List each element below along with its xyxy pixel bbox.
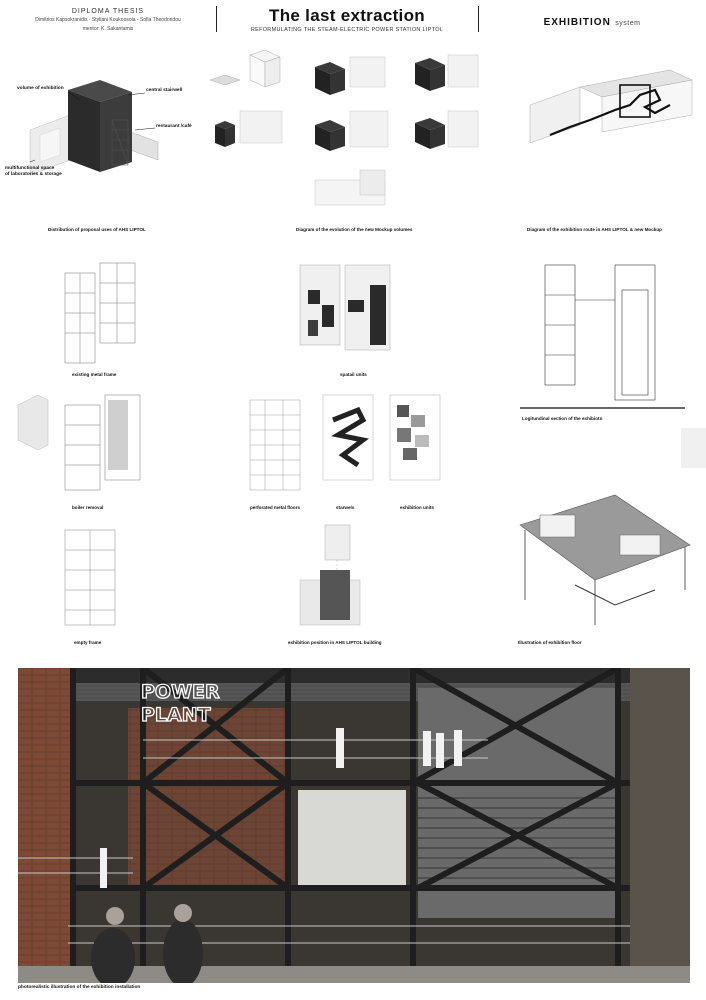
label-multi-2: of laboratories & storage xyxy=(5,172,62,177)
step-5 xyxy=(315,111,388,151)
longitudinal-section xyxy=(520,260,690,410)
neon-sign-line2: PLANT xyxy=(141,704,211,726)
page-subtitle: REFORMULATING THE STEAM-ELECTRIC POWER STATION LIPTOL xyxy=(250,27,444,33)
header-title-block xyxy=(216,6,478,33)
exhibition-position-drawing xyxy=(280,520,380,630)
caption-section: Logitundinal section of the exhibiotn xyxy=(522,416,603,421)
label-cafe: restaurant /café xyxy=(156,124,192,129)
caption-empty-frame: empty frame xyxy=(74,640,102,645)
caption-route: Diagram of the exhibition route in AHS LIPTOL & new Mockup xyxy=(527,227,662,232)
spatial-units-drawing xyxy=(290,260,400,360)
header-section-block xyxy=(478,12,706,30)
exhibition-floor-illustration xyxy=(515,485,695,630)
right-concrete-wall xyxy=(630,668,690,983)
caption-stairs: starwels xyxy=(336,505,355,510)
caption-render: photorealistic illustration of the exhibition installation xyxy=(18,985,141,990)
exhibition-route-diagram xyxy=(520,65,700,160)
page-title: The last extraction xyxy=(269,6,425,25)
caption-position: exhibition position in AHS LIPTOL building xyxy=(288,640,382,645)
caption-spatial-units: spatail units xyxy=(340,372,367,377)
thesis-label: DIPLOMA THESIS xyxy=(71,8,145,15)
authors-text: Dimitrios Kapsokranidis - Styliani Koukoosola - Sofia Theodoridou xyxy=(35,17,181,23)
evolution-diagrams xyxy=(200,45,480,220)
mentor-text: mentor: K. Sakantamis xyxy=(82,26,134,32)
label-stairwell: central stairwell xyxy=(146,88,183,93)
neon-sign-line1: POWER xyxy=(141,681,220,703)
step-3 xyxy=(415,55,478,91)
frosted-glass-box xyxy=(298,790,406,885)
step-6 xyxy=(415,111,478,149)
caption-evolution: Diagram of the evolution of the new Mockup volumes xyxy=(296,227,413,232)
exhibition-units-drawing xyxy=(385,390,445,490)
caption-floor-illustration: Illustration of exhibition floor xyxy=(518,640,582,645)
label-multi-1: multifunctional space xyxy=(5,166,55,171)
exhibition-render xyxy=(18,668,690,983)
boiler-removal-drawing xyxy=(10,385,150,495)
step-7 xyxy=(315,170,385,205)
caption-units: exhibition units xyxy=(400,505,434,510)
left-brick-wall xyxy=(18,668,73,983)
label-volume: volume of exhibition xyxy=(17,86,64,91)
caption-existing-frame: existing metal frame xyxy=(72,372,117,377)
header-authors-block xyxy=(0,8,216,33)
step-1 xyxy=(210,50,280,87)
caption-floors: perforated metal floors xyxy=(250,505,301,510)
section-title: EXHIBITION xyxy=(543,17,611,28)
step-4 xyxy=(215,111,282,147)
dark-exhibition-volume xyxy=(68,80,132,172)
empty-frame-drawing xyxy=(55,525,125,630)
caption-boiler: boiler removal xyxy=(72,505,104,510)
margin-tab xyxy=(681,428,706,468)
caption-distribution: Distribution of proposal uses of AHS LIPTOL xyxy=(48,227,146,232)
stairwells-drawing xyxy=(318,390,378,490)
perforated-floors-drawing xyxy=(245,395,305,495)
step-2 xyxy=(315,57,385,95)
section-subtitle: system xyxy=(615,20,641,27)
existing-frame-drawing xyxy=(55,258,145,368)
